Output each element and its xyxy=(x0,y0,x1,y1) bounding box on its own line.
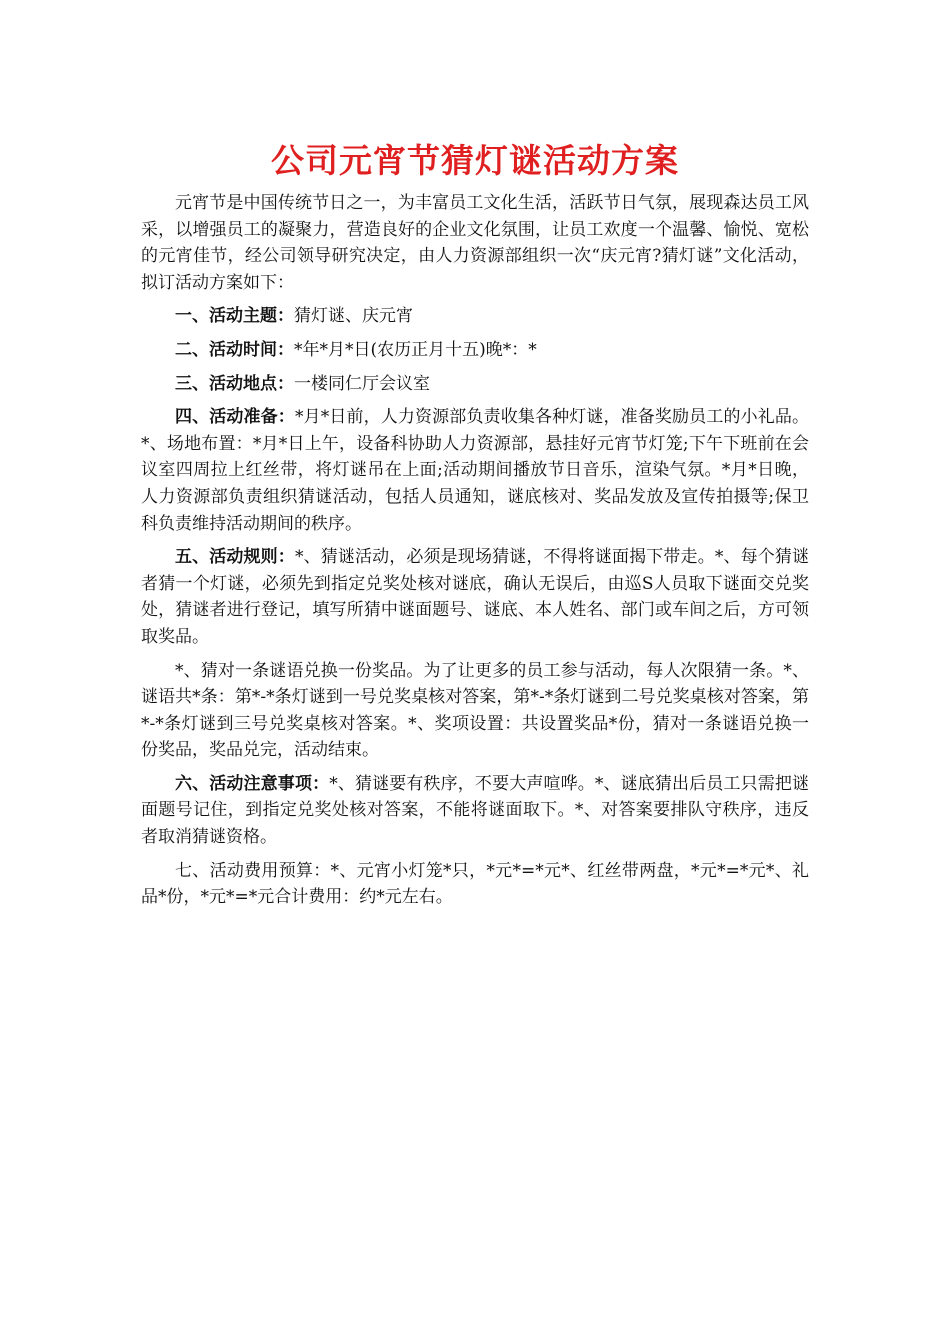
section-heading: 四、活动准备： xyxy=(175,407,295,428)
section-text: *年*月*日(农历正月十五)晚*：* xyxy=(294,339,537,360)
section-theme xyxy=(141,303,809,330)
section-rules xyxy=(141,544,809,650)
section-text: 猜灯谜、庆元宵 xyxy=(294,306,413,327)
section-text: 七、活动费用预算：*、元宵小灯笼*只，*元*=*元*、红丝带两盘，*元*=*元*、礼品*份，*元*=*元合计费用：约*元左右。 xyxy=(141,860,809,908)
section-notes xyxy=(141,771,809,851)
section-text: *月*日前，人力资源部负责收集各种灯谜，准备奖励员工的小礼品。*、场地布置：*月*日上午，设备科协助人力资源部，悬挂好元宵节灯笼;下午下班前在会议室四周拉上红丝带，将灯谜吊在上面;活动期间播放节日音乐，渲染气氛。*月*日晚，人力资源部负责组织猜谜活动，包括人员通知，谜底核对、奖品发放及宣传拍摄等;保卫科负责维持活动期间的秩序。 xyxy=(141,407,810,534)
section-rules-continued xyxy=(141,658,809,764)
section-location xyxy=(141,371,809,398)
section-time xyxy=(141,337,809,364)
section-heading: 六、活动注意事项： xyxy=(175,773,330,794)
document-title: 公司元宵节猜灯谜活动方案 xyxy=(271,141,679,180)
section-heading: 一、活动主题： xyxy=(175,306,294,327)
section-text: 一楼同仁厅会议室 xyxy=(294,373,430,394)
section-heading: 二、活动时间： xyxy=(175,339,294,360)
section-text: *、猜谜要有秩序，不要大声喧哗。*、谜底猜出后员工只需把谜面题号记住，到指定兑奖处核对答案，不能将谜面取下。*、对答案要排队守秩序，违反者取消猜谜资格。 xyxy=(141,773,810,848)
document-body xyxy=(141,190,809,918)
section-text: *、猜谜活动，必须是现场猜谜，不得将谜面揭下带走。*、每个猜谜者猜一个灯谜，必须先到指定兑奖处核对谜底，确认无误后，由巡S人员取下谜面交兑奖处，猜谜者进行登记，填写所猜中谜面题号、谜底、本人姓名、部门或车间之后，方可领取奖品。 xyxy=(141,547,810,647)
section-heading: 三、活动地点： xyxy=(175,373,294,394)
intro-paragraph: 元宵节是中国传统节日之一，为丰富员工文化生活，活跃节日气氛，展现森达员工风采，以增强员工的凝聚力，营造良好的企业文化氛围，让员工欢度一个温馨、愉悦、宽松的元宵佳节，经公司领导研究决定，由人力资源部组织一次“庆元宵?猜灯谜”文化活动，拟订活动方案如下： xyxy=(141,193,809,293)
section-text: *、猜对一条谜语兑换一份奖品。为了让更多的员工参与活动，每人次限猜一条。*、谜语共*条：第*-*条灯谜到一号兑奖桌核对答案，第*-*条灯谜到二号兑奖桌核对答案，第*-*条灯谜到三号兑奖桌核对答案。*、奖项设置：共设置奖品*份，猜对一条谜语兑换一份奖品，奖品兑完，活动结束。 xyxy=(141,660,809,761)
section-budget xyxy=(141,858,809,911)
section-preparation xyxy=(141,404,809,537)
section-heading: 五、活动规则： xyxy=(175,547,295,568)
